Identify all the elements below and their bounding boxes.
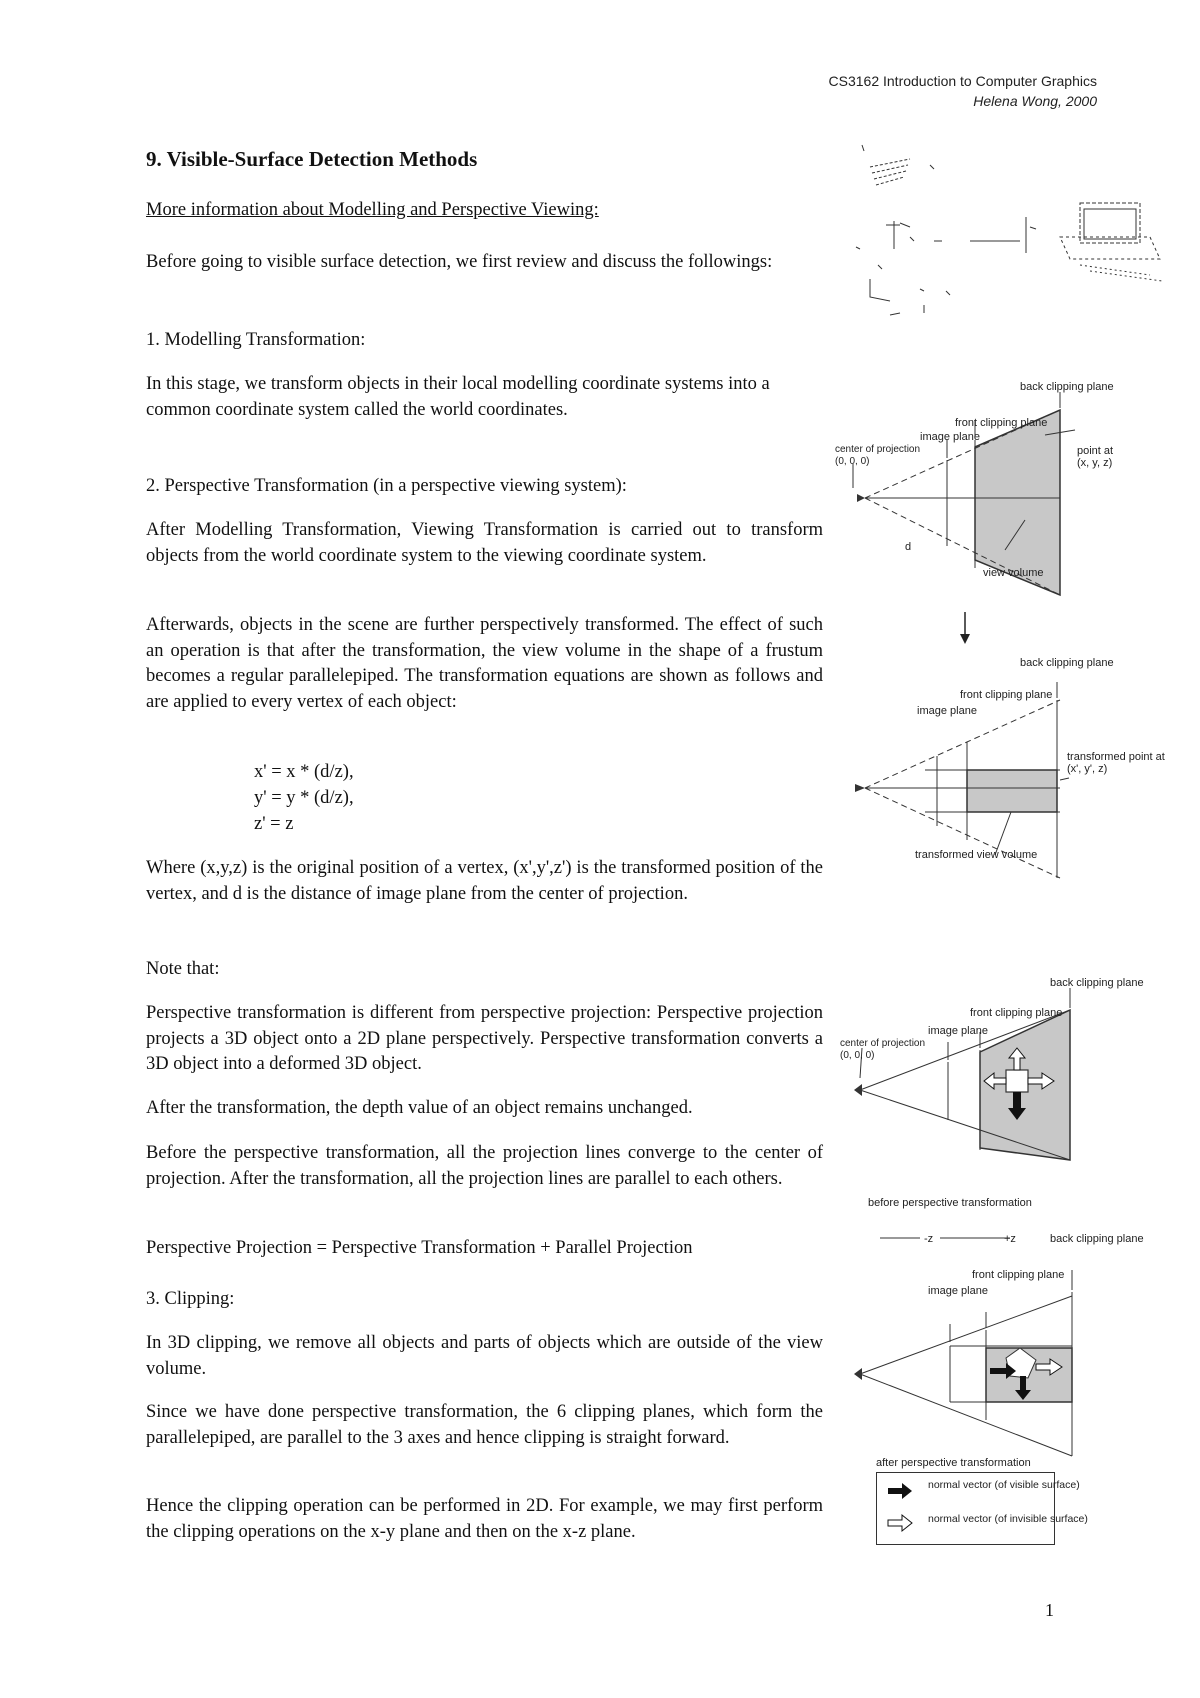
- fig5-image-plane-label: image plane: [928, 1285, 988, 1297]
- note-paragraph-3: Before the perspective transformation, all the projection lines converge to the center of projection. After the transformation, all the projection lines are parallel to each others.: [146, 1143, 823, 1189]
- section2-paragraph-3: Where (x,y,z) is the original position of a vertex, (x',y',z') is the transformed position of the vertex, and d is the distance of image plane from the center of projection.: [146, 858, 823, 904]
- section3-paragraph-1: In 3D clipping, we remove all objects and parts of objects which are outside of the view volume.: [146, 1333, 823, 1379]
- section3-paragraph-2: Since we have done perspective transformation, the 6 clipping planes, which form the parallelepiped, are parallel to the 3 axes and hence clipping is straight forward.: [146, 1402, 823, 1448]
- note-paragraph-2: After the transformation, the depth value of an object remains unchanged.: [146, 1098, 693, 1118]
- legend-visible-label: normal vector (of visible surface): [928, 1479, 1080, 1491]
- author-header: Helena Wong, 2000: [973, 93, 1097, 109]
- fig2-back-clipping-label: back clipping plane: [1020, 381, 1114, 393]
- fig4-front-clipping-label: front clipping plane: [970, 1007, 1063, 1019]
- projection-formula: Perspective Projection = Perspective Transformation + Parallel Projection: [146, 1238, 693, 1258]
- fig2-d-label: d: [905, 541, 912, 553]
- after-transformation-figure: [840, 1230, 1144, 1469]
- object-cube: [1006, 1070, 1028, 1092]
- fig4-caption: before perspective transformation: [868, 1197, 1032, 1209]
- fig4-origin-label: (0, 0, 0): [840, 1050, 875, 1061]
- section2-paragraph-1: After Modelling Transformation, Viewing Transformation is carried out to transform objects from the world coordinate system to the viewing coordinate system.: [146, 520, 823, 566]
- course-header: CS3162 Introduction to Computer Graphics: [828, 73, 1097, 89]
- page-number: 1: [1045, 1600, 1054, 1620]
- section2-paragraph-2: Afterwards, objects in the scene are further perspectively transformed. The effect of such an operation is that after the transformation, the view volume in the shape of a frustum becomes a regular parallelepiped. The transformation equations are shown as follows and are applied to every vertex of each object:: [146, 615, 823, 712]
- fig2-point-label: point at: [1077, 445, 1114, 457]
- transformed-parallelepiped: [967, 770, 1057, 812]
- equation-z: z' = z: [254, 814, 294, 834]
- eye-icon: [857, 494, 865, 502]
- fig2-view-volume-label: view volume: [983, 567, 1044, 579]
- section1-paragraph: In this stage, we transform objects in their local modelling coordinate systems into a common coordinate system called the world coordinates.: [146, 374, 770, 420]
- section1-heading: 1. Modelling Transformation:: [146, 330, 366, 350]
- fig2-center-label: center of projection: [835, 444, 921, 455]
- fig2-image-plane-label: image plane: [920, 431, 980, 443]
- fig2-point-coords: (x, y, z): [1077, 457, 1113, 469]
- fig3-back-clipping-label: back clipping plane: [1020, 657, 1114, 669]
- fig3-transformed-point-label: transformed point at: [1067, 751, 1165, 763]
- fig2-origin-label: (0, 0, 0): [835, 456, 870, 467]
- view-volume-figure: [835, 380, 1135, 600]
- equation-y: y' = y * (d/z),: [254, 788, 354, 808]
- fig4-back-clipping-label: back clipping plane: [1050, 977, 1144, 989]
- fig5-back-clipping-label: back clipping plane: [1050, 1233, 1144, 1245]
- before-transformation-figure: [840, 970, 1144, 1210]
- page-title: 9. Visible-Surface Detection Methods: [146, 147, 478, 171]
- fig2-front-clipping-label: front clipping plane: [955, 417, 1048, 429]
- note-paragraph-1: Perspective transformation is different from perspective projection: Perspective projection projects a 3D object onto a 2D plane perspectively. Perspective transformation converts a 3D object into a deformed 3D object.: [146, 1003, 823, 1074]
- section2-heading: 2. Perspective Transformation (in a perspective viewing system):: [146, 476, 627, 496]
- pipeline-sketch-figure: [850, 145, 1170, 325]
- down-arrow-icon: [958, 612, 972, 646]
- intro-paragraph: Before going to visible surface detection, we first review and discuss the followings:: [146, 252, 773, 272]
- fig4-center-label: center of projection: [840, 1038, 926, 1049]
- fig3-image-plane-label: image plane: [917, 705, 977, 717]
- fig3-transformed-volume-label: transformed view volume: [915, 849, 1038, 861]
- normal-vector-legend: [876, 1472, 1088, 1546]
- subheading: More information about Modelling and Perspective Viewing:: [146, 200, 599, 220]
- fig4-image-plane-label: image plane: [928, 1025, 988, 1037]
- fig5-caption: after perspective transformation: [876, 1457, 1031, 1469]
- equation-x: x' = x * (d/z),: [254, 762, 354, 782]
- fig5-plus-z-label: +z: [1004, 1233, 1016, 1245]
- section3-paragraph-3: Hence the clipping operation can be performed in 2D. For example, we may first perform the clipping operations on the x-y plane and then on the x-z plane.: [146, 1496, 823, 1542]
- legend-invisible-label: normal vector (of invisible surface): [928, 1513, 1088, 1525]
- fig5-minus-z-label: -z: [924, 1233, 934, 1245]
- note-label: Note that:: [146, 959, 220, 979]
- transformed-view-volume-figure: [835, 650, 1165, 880]
- fig3-front-clipping-label: front clipping plane: [960, 689, 1053, 701]
- section3-heading: 3. Clipping:: [146, 1289, 235, 1309]
- fig5-front-clipping-label: front clipping plane: [972, 1269, 1065, 1281]
- fig3-transformed-coords: (x', y', z): [1067, 763, 1108, 775]
